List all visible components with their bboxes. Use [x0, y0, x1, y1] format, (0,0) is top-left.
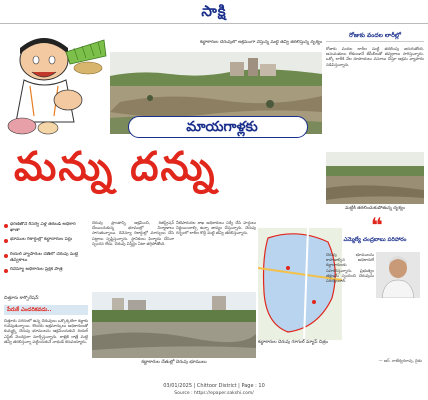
footer-edition: 03/01/2025 | Chittoor District | Page : 10: [163, 383, 265, 389]
main-photo-caption: కబ్జాకారుల చెరువులో అక్రమంగా వేస్తున్న మట్టి తవ్వి తరలిస్తున్న దృశ్యం: [199, 40, 322, 45]
footer-source: Source : https://epaper.sakshi.com/: [174, 391, 254, 396]
quote-attribution: — ఆర్. రాజేశ్వరరావు, రైతు: [378, 358, 422, 363]
quote-icon: ❝: [371, 213, 383, 237]
main-headline: మన్ను దన్ను: [14, 144, 217, 190]
quote-body-text: చెరువు భూములను కాపాడాల్సిన అధికారులే కబ్జాదారులకు సహకరిస్తున్నారు. ప్రభుత్వం తక్షణమే స్పందించి చెరువును పరిరక్షించాలి.: [326, 252, 374, 284]
highlight-item: రెవెన్యూ అధికారుల ప్రేక్షక పాత్ర: [4, 267, 86, 279]
sidebar-body-text: రోజుకు వందల లారీల మట్టి తరలింపు జరుగుతోంది. అనుమతులు లేకుండానే జేసీబీలతో తవ్వకాలు సాగిస్తున్నారు. ఒక్కో లారీకి వేల రూపాయలు వసూలు చేస్తూ అక్రమ వ్యాపారం నడిపిస్తున్నారు.: [326, 46, 424, 67]
sidebar-photo: [326, 152, 424, 204]
headline-kicker: [112, 112, 312, 142]
highlights-list: [4, 222, 86, 294]
body-text-center: చెరువు ప్రాంతాన్ని ఆక్రమించి, రిజిస్ట్రేషన్ చేయించుకున్న భూముల్లో నిర్మాణాలు సాగుతున్నాయి. రెవెన్యూ రికార్డుల్లో మార్పులు చేసి పట్టాలు సృష్టిస్తున్నారు. స్థానికులు ఫిర్యాదు చేసినా స్పందన లేదు. చెరువు విస్తీర్ణం ఏటా తగ్గిపోతోంది.: [92, 220, 174, 246]
highlight-item: రియల్ వ్యాపారుల చేతిలో చెరువు మట్టి తవ్వకాలు: [4, 252, 86, 264]
encroached-land-photo: [92, 292, 256, 358]
body-text-center-right: నీటిపారుదల శాఖ అధికారులు సర్వే చేసి హద్దులు నిర్ణయించాల్సి ఉన్నా జాప్యం చేస్తున్నారు. చెరువు గర్భంలో లారీల కొద్దీ మట్టి తవ్వి తరలిస్తున్నారు.: [176, 220, 256, 236]
newspaper-logo: సాక్షి: [201, 2, 227, 20]
section-heading: పేరుకే ఎందరికవదు..: [4, 305, 88, 315]
dateline: చిత్తూరు కార్పొరేషన్:: [4, 296, 40, 301]
headline-kicker-text: మాయగాళ్లకు: [186, 119, 258, 135]
masthead: [0, 0, 428, 24]
right-sidebar: [326, 30, 424, 368]
person-portrait: [376, 252, 420, 298]
masthead-rule: [0, 23, 428, 24]
mid-photo-caption: కబ్జాకారుల చేతుల్లో చెరువు భూములు: [141, 360, 207, 365]
body-text-left: చిత్తూరు నగరంలో ఉన్న చెరువులు ఒక్కొక్కటిగా కబ్జాకు గురవుతున్నాయి. కొందరు అక్రమార్కులు అధికారులతో కుమ్మక్కై చెరువు భూములను ఆక్రమించుకుని రియల్ ఎస్టేట్ వెంచర్లుగా మార్చేస్తున్నారు. రాత్రికి రాత్రే మట్టి తవ్వి తరలిస్తున్నా పట్టించుకునే నాథుడే కరువయ్యారు.: [4, 318, 88, 344]
sidebar-photo-caption: మట్టికి తరలించుకుపోతున్న దృశ్యం: [345, 206, 405, 211]
highlight-item: భూముల రికార్డుల్లో కబ్జాదారుల పేర్లు: [4, 237, 86, 249]
page-footer: [0, 380, 428, 400]
quote-heading: ఎమ్మెల్యే చంద్రబాబు పరిహారం: [343, 237, 407, 243]
sidebar-heading: రోజుకు వందల లారీల్లో: [326, 30, 424, 42]
cartoon-illustration: [4, 30, 108, 136]
highlight-item: ధరణితోనే రీసర్వే ఏళ్ల తరబడి అధికార ఖాతా: [4, 222, 86, 234]
map-caption: కబ్జాకారుల చెరువు గూగుల్ మ్యాప్ చిత్రం: [258, 340, 329, 345]
